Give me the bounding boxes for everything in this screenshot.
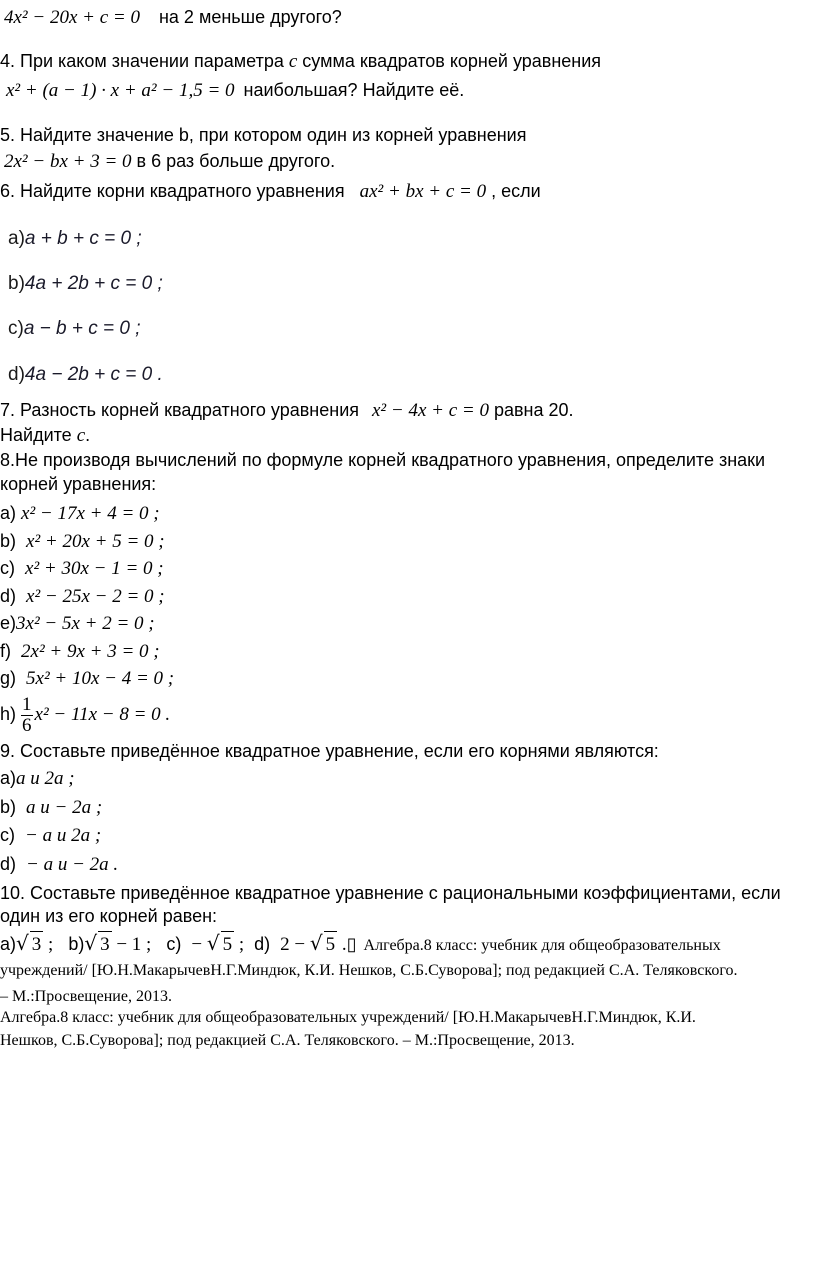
- q4-line1: [0, 50, 601, 73]
- q9-item-c: c) − a и 2a ;: [0, 825, 102, 846]
- q5-line2: [0, 150, 335, 173]
- q4-equation: x² + (a − 1) · x + a² − 1,5 = 0: [6, 80, 235, 101]
- q4-text-b: сумма квадратов корней уравнения: [297, 51, 602, 71]
- q7-equation: x² − 4x + c = 0: [372, 400, 489, 421]
- q4-param: c: [288, 51, 298, 72]
- q7-text-b: равна 20.: [488, 400, 574, 420]
- q5-line1: 5. Найдите значение b, при котором один из корней уравнения: [0, 125, 527, 145]
- q5-equation: 2x² − bx + 3 = 0: [4, 151, 132, 172]
- q8-item-d: d) x² − 25x − 2 = 0 ;: [0, 586, 165, 607]
- ref1-part-a: Алгебра.8 класс: учебник для общеобразовательных: [363, 937, 721, 954]
- q6-equation: ax² + bx + c = 0: [359, 181, 487, 202]
- q6-text: 6. Найдите корни квадратного уравнения: [0, 181, 350, 201]
- top-equation: 4x² − 20x + c = 0: [4, 7, 140, 28]
- q9-line1: 9. Составьте приведённое квадратное уравнение, если его корнями являются:: [0, 741, 659, 761]
- q4-text: 4. При каком значении параметра: [0, 51, 289, 71]
- q4-line2: [0, 79, 464, 102]
- top-text: на 2 меньше другого?: [158, 7, 342, 27]
- q6-line1: [0, 180, 541, 203]
- q6-item-c: c)a − b + c = 0 ;: [8, 318, 141, 339]
- q6-item-b: b)4a + 2b + c = 0 ;: [8, 273, 163, 294]
- q8-item-a: a) x² − 17x + 4 = 0 ;: [0, 503, 160, 524]
- q9-item-b: b) a и − 2a ;: [0, 797, 103, 818]
- q10-line1: 10. Составьте приведённое квадратное уравнение с рациональными коэффициентами, если: [0, 883, 781, 903]
- q6-item-d: d)4a − 2b + c = 0 .: [8, 364, 163, 385]
- ref2-part-b: Нешков, С.Б.Суворова]; под редакцией С.А. Теляковского. – М.:Просвещение, 2013.: [0, 1032, 575, 1049]
- fraction-one-sixth: $\frac{1}{6}$: [22, 693, 32, 736]
- q9-item-a: a)a и 2a ;: [0, 768, 75, 789]
- q7-line1: [0, 399, 574, 422]
- q8-item-b: b) x² + 20x + 5 = 0 ;: [0, 531, 165, 552]
- q7-text: 7. Разность корней квадратного уравнения: [0, 400, 364, 420]
- q8-item-c: c) x² + 30x − 1 = 0 ;: [0, 558, 164, 579]
- q9-item-d: d) − a и − 2a .: [0, 854, 119, 875]
- q8-item-h: h) $\frac{1}{6}$ x² − 11x − 8 = 0 .: [0, 693, 171, 736]
- q10-items: a)√ 3 ; b)√ 3 − 1 ; c) − √ 5 ; d) 2 − √ 5 .▯ Алгебра.8 класс: учебник для общеобразовательных: [0, 930, 721, 959]
- q8-line2: корней уравнения:: [0, 474, 157, 494]
- q6-text-b: , если: [486, 181, 541, 201]
- q5-text: в 6 раз больше другого.: [131, 151, 336, 171]
- q10-line2: один из его корней равен:: [0, 906, 218, 926]
- q8-item-e: e)3x² − 5x + 2 = 0 ;: [0, 613, 155, 634]
- ref2-part-a: Алгебра.8 класс: учебник для общеобразовательных учреждений/ [Ю.Н.МакарычевН.Г.Миндюк, К.И.: [0, 1009, 696, 1026]
- q6-item-a: a)a + b + c = 0 ;: [8, 228, 142, 249]
- ref1-part-c: – М.:Просвещение, 2013.: [0, 988, 172, 1005]
- top-line: [0, 6, 342, 29]
- q4-question: наибольшая? Найдите её.: [243, 80, 465, 100]
- q8-item-g: g) 5x² + 10x − 4 = 0 ;: [0, 668, 175, 689]
- q8-item-f: f) 2x² + 9x + 3 = 0 ;: [0, 641, 160, 662]
- ref1-part-b: учреждений/ [Ю.Н.МакарычевН.Г.Миндюк, К.И. Нешков, С.Б.Суворова]; под редакцией С.А. Теляковского.: [0, 962, 738, 979]
- q7-line2: Найдите с.: [0, 425, 91, 446]
- q8-line1: 8.Не производя вычислений по формуле корней квадратного уравнения, определите знаки: [0, 450, 766, 470]
